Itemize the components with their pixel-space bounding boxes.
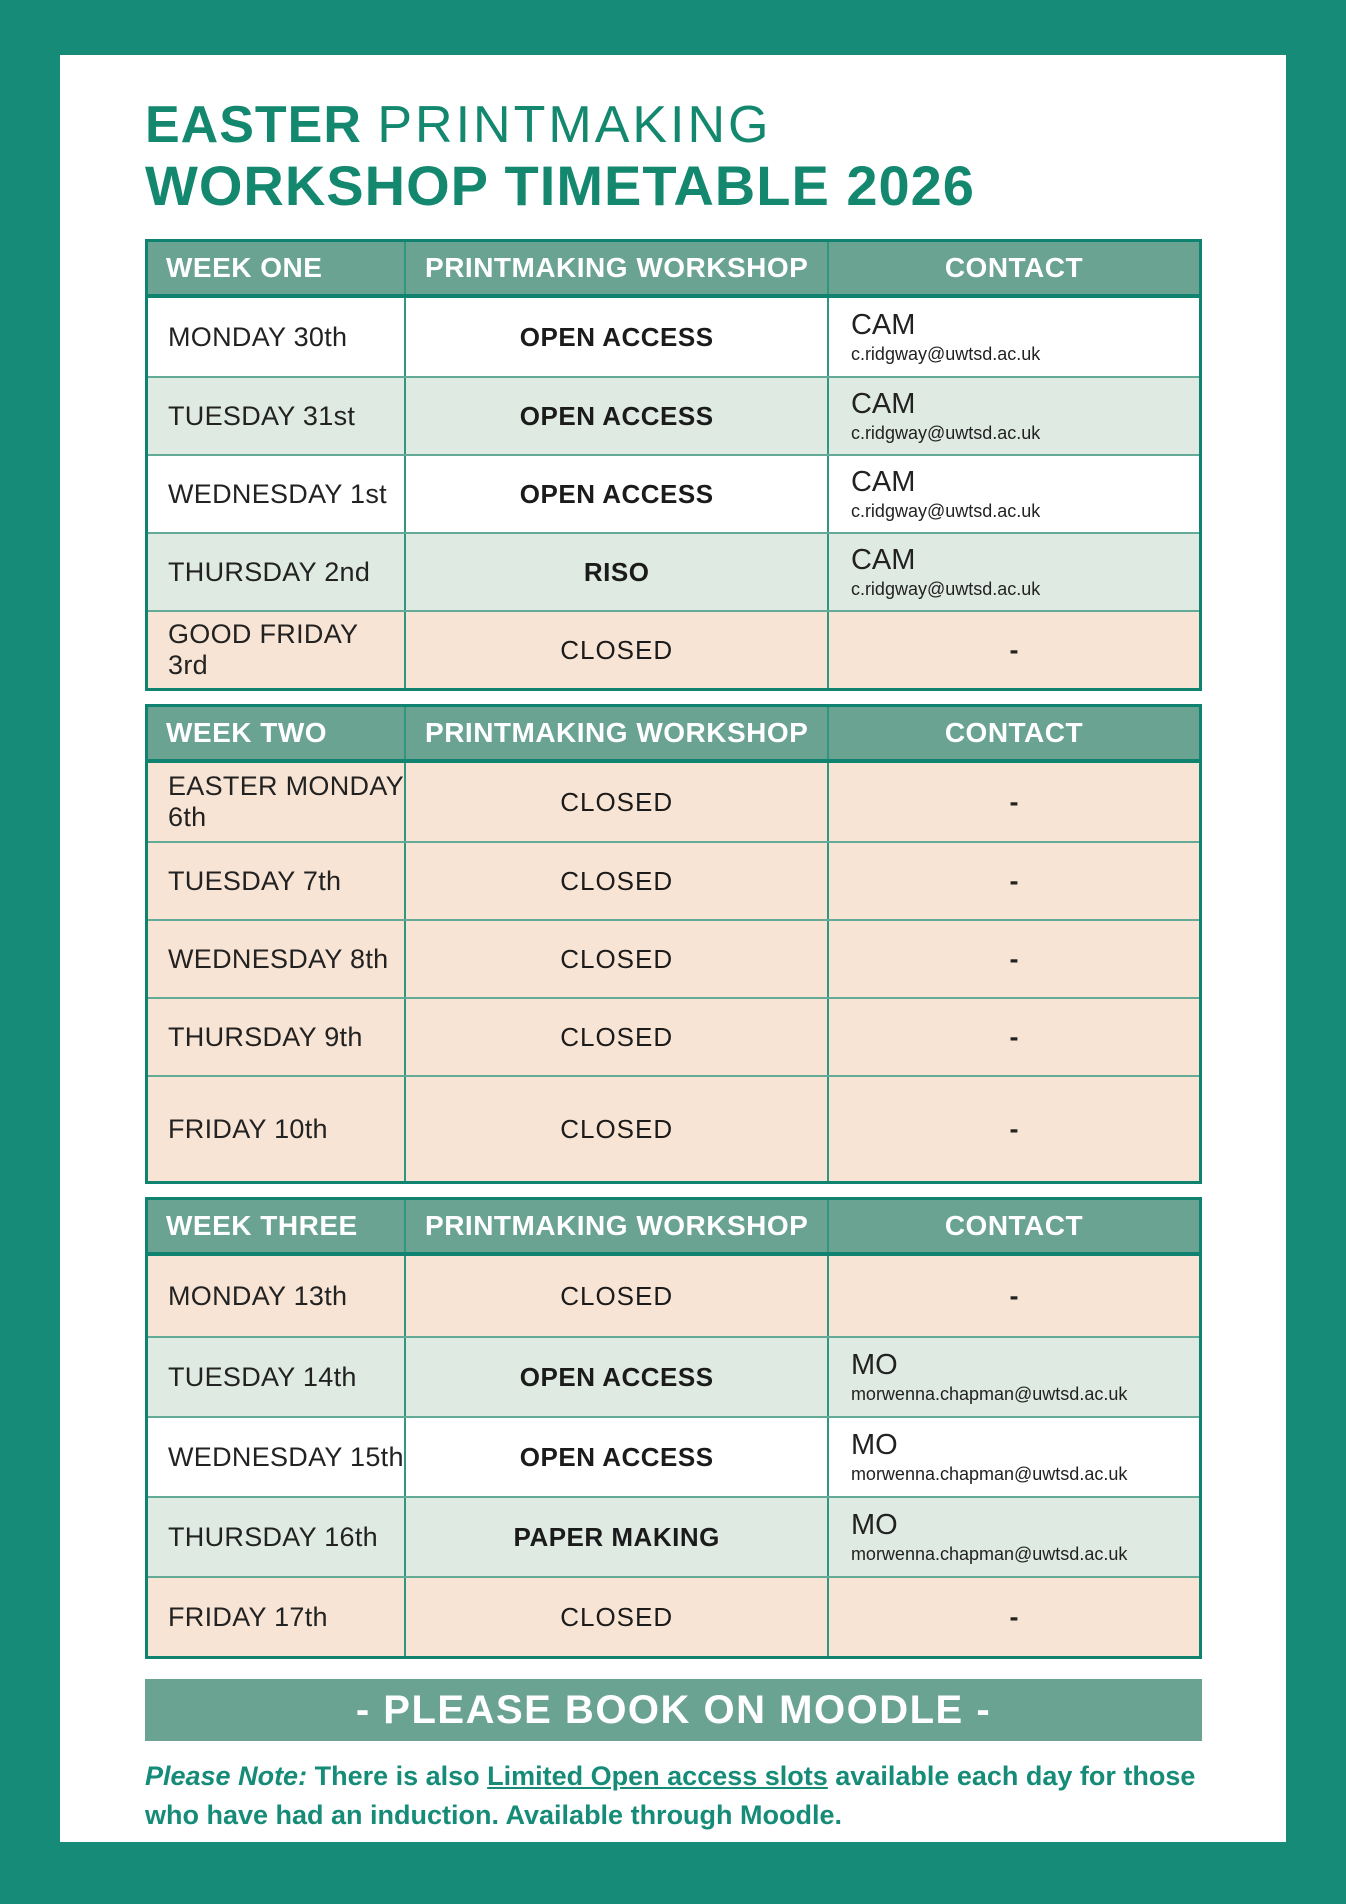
table-header-row (148, 1200, 1199, 1256)
contact-email: morwenna.chapman@uwtsd.ac.uk (850, 1384, 1128, 1404)
day-cell: MONDAY 30th (168, 321, 348, 352)
footer-note (145, 1757, 1207, 1835)
moodle-banner (145, 1679, 1202, 1741)
contact-name: MO (850, 1349, 898, 1381)
note-text-after: available each day for those who have had an induction. Available through Moodle. (145, 1761, 1196, 1830)
contact-cell (827, 298, 1199, 376)
workshop-cell: OPEN ACCESS (404, 378, 827, 454)
contact-name: CAM (850, 309, 916, 341)
workshop-cell: CLOSED (404, 921, 827, 997)
contact-name: CAM (850, 388, 916, 420)
workshop-cell: CLOSED (404, 843, 827, 919)
contact-column-header: CONTACT (827, 242, 1199, 294)
contact-cell-empty: - (827, 1256, 1199, 1336)
day-cell: THURSDAY 2nd (168, 556, 371, 587)
table-row (148, 763, 1199, 841)
contact-cell (827, 1498, 1199, 1576)
contact-cell (827, 1338, 1199, 1416)
contact-column-header: CONTACT (827, 1200, 1199, 1252)
contact-cell-empty: - (827, 763, 1199, 841)
workshop-cell: CLOSED (404, 1256, 827, 1336)
day-cell: WEDNESDAY 1st (168, 478, 387, 509)
workshop-cell: CLOSED (404, 1578, 827, 1656)
note-link: Limited Open access slots (487, 1761, 828, 1791)
table-row (148, 454, 1199, 532)
table-row (148, 1256, 1199, 1336)
workshop-cell: PAPER MAKING (404, 1498, 827, 1576)
table-row (148, 376, 1199, 454)
table-row (148, 1416, 1199, 1496)
contact-email: c.ridgway@uwtsd.ac.uk (850, 423, 1041, 443)
table-row (148, 610, 1199, 688)
contact-name: MO (850, 1509, 898, 1541)
table-row (148, 997, 1199, 1075)
day-cell: EASTER MONDAY 6th (168, 771, 404, 832)
day-cell: WEDNESDAY 8th (168, 943, 389, 974)
contact-email: c.ridgway@uwtsd.ac.uk (850, 579, 1041, 599)
title-easter: EASTER (145, 96, 362, 154)
contact-email: morwenna.chapman@uwtsd.ac.uk (850, 1544, 1128, 1564)
day-cell: GOOD FRIDAY 3rd (168, 619, 358, 680)
day-cell: TUESDAY 7th (168, 865, 342, 896)
table-row (148, 1336, 1199, 1416)
moodle-banner-label: - PLEASE BOOK ON MOODLE - (355, 1687, 992, 1732)
contact-cell (827, 1418, 1199, 1496)
week-table (145, 1197, 1202, 1659)
day-cell: WEDNESDAY 15th (168, 1441, 404, 1472)
workshop-cell: RISO (404, 534, 827, 610)
table-row (148, 841, 1199, 919)
table-header-row (148, 242, 1199, 298)
contact-cell-empty: - (827, 843, 1199, 919)
contact-email: morwenna.chapman@uwtsd.ac.uk (850, 1464, 1128, 1484)
workshop-cell: OPEN ACCESS (404, 298, 827, 376)
contact-cell-empty: - (827, 612, 1199, 688)
note-text-before: There is also (307, 1761, 488, 1791)
contact-cell-empty: - (827, 1077, 1199, 1181)
table-row (148, 532, 1199, 610)
workshop-cell: OPEN ACCESS (404, 456, 827, 532)
workshop-cell: OPEN ACCESS (404, 1338, 827, 1416)
workshop-column-header: PRINTMAKING WORKSHOP (404, 1200, 827, 1252)
contact-name: CAM (850, 544, 916, 576)
workshop-column-header: PRINTMAKING WORKSHOP (404, 242, 827, 294)
contact-column-header: CONTACT (827, 707, 1199, 759)
timetables (145, 239, 1202, 1659)
contact-name: CAM (850, 466, 916, 498)
table-row (148, 1496, 1199, 1576)
day-cell: TUESDAY 14th (168, 1361, 357, 1392)
workshop-cell: OPEN ACCESS (404, 1418, 827, 1496)
contact-cell-empty: - (827, 921, 1199, 997)
workshop-column-header: PRINTMAKING WORKSHOP (404, 707, 827, 759)
workshop-cell: CLOSED (404, 763, 827, 841)
day-cell: THURSDAY 16th (168, 1521, 378, 1552)
note-prefix: Please Note: (145, 1761, 308, 1791)
title-line-2: WORKSHOP TIMETABLE 2026 (145, 154, 975, 217)
workshop-cell: CLOSED (404, 612, 827, 688)
week-label: WEEK TWO (166, 717, 328, 748)
week-label: WEEK THREE (166, 1210, 358, 1241)
title-printmaking: PRINTMAKING (377, 96, 772, 154)
page-title (145, 95, 1202, 217)
contact-cell-empty: - (827, 999, 1199, 1075)
table-row (148, 1576, 1199, 1656)
poster-page (60, 55, 1286, 1842)
contact-cell (827, 534, 1199, 610)
week-table (145, 239, 1202, 691)
day-cell: FRIDAY 10th (168, 1113, 328, 1144)
contact-email: c.ridgway@uwtsd.ac.uk (850, 344, 1041, 364)
workshop-cell: CLOSED (404, 1077, 827, 1181)
week-table (145, 704, 1202, 1184)
contact-cell-empty: - (827, 1578, 1199, 1656)
contact-cell (827, 378, 1199, 454)
table-row (148, 298, 1199, 376)
title-line-1 (145, 95, 1202, 155)
week-label: WEEK ONE (166, 252, 323, 283)
contact-email: c.ridgway@uwtsd.ac.uk (850, 501, 1041, 521)
day-cell: TUESDAY 31st (168, 400, 356, 431)
contact-cell (827, 456, 1199, 532)
workshop-cell: CLOSED (404, 999, 827, 1075)
table-header-row (148, 707, 1199, 763)
contact-name: MO (850, 1429, 898, 1461)
day-cell: MONDAY 13th (168, 1280, 348, 1311)
table-row (148, 919, 1199, 997)
table-row (148, 1075, 1199, 1181)
day-cell: FRIDAY 17th (168, 1601, 328, 1632)
day-cell: THURSDAY 9th (168, 1021, 363, 1052)
